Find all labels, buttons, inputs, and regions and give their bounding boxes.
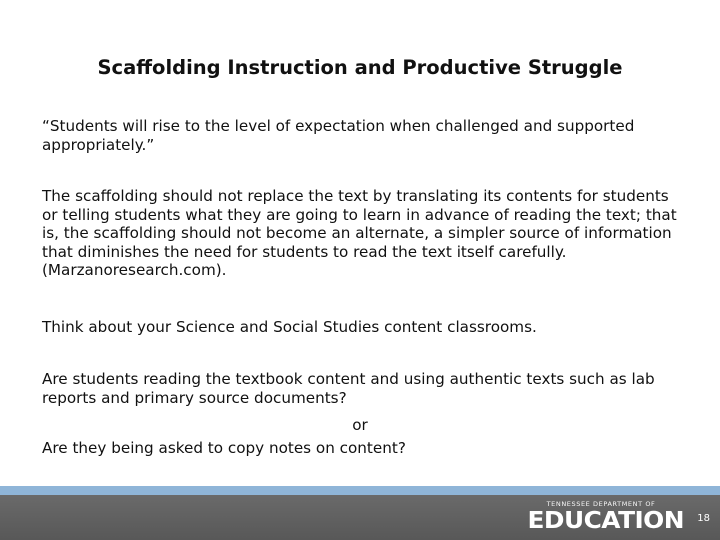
question-reading: Are students reading the textbook content and using authentic texts such as lab reports and primary source documents?	[42, 370, 655, 407]
or-separator: or	[352, 416, 368, 434]
page-number: 18	[697, 513, 710, 524]
slide-title: Scaffolding Instruction and Productive Struggle	[97, 56, 623, 79]
footer-stripe	[0, 486, 720, 495]
logo-education-text: EDUCATION	[527, 508, 684, 534]
think-prompt: Think about your Science and Social Studies content classrooms.	[42, 318, 537, 336]
quote-paragraph: “Students will rise to the level of expectation when challenged and supported appropriately.”	[42, 117, 635, 154]
logo-department-text: TENNESSEE DEPARTMENT OF	[546, 500, 656, 508]
scaffolding-paragraph: The scaffolding should not replace the text by translating its contents for students or telling students what they are going to learn in advance of reading the text; that is, the scaffolding should not become an alternate, a simpler source of information that diminishes the need for students to read the text itself carefully. (Marzanoresearch.com).	[42, 187, 677, 279]
education-logo	[514, 500, 684, 534]
question-copy-notes: Are they being asked to copy notes on content?	[42, 439, 406, 457]
